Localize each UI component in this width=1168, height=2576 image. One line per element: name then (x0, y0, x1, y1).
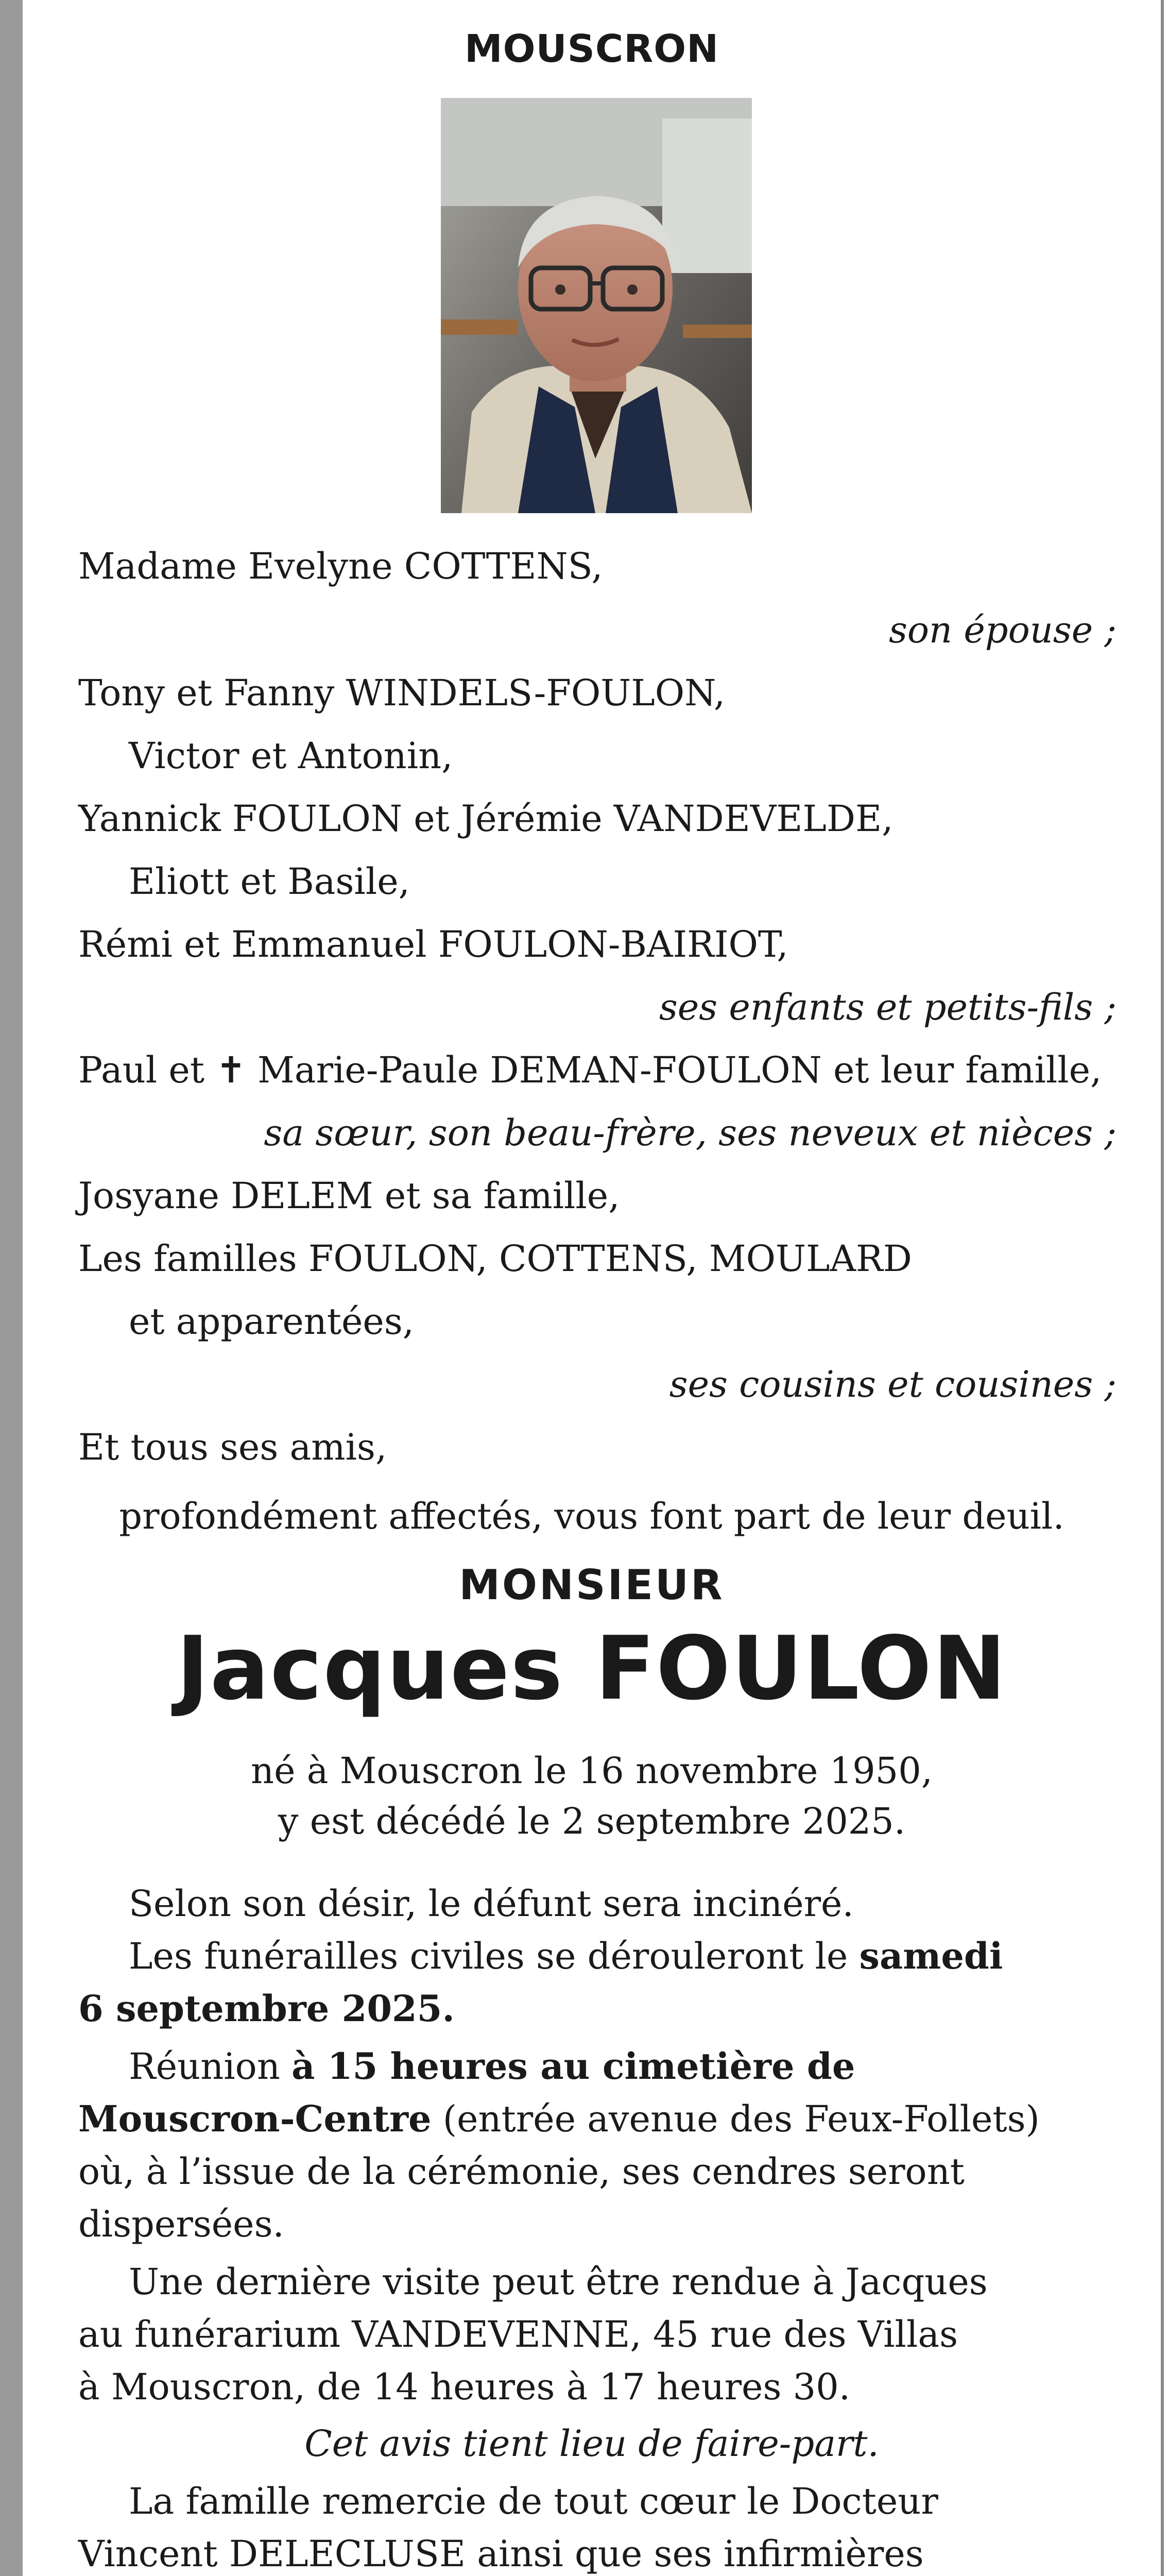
family-line-6: Eliott et Basile, (129, 860, 410, 903)
family-role-cousins: ses cousins et cousines ; (669, 1363, 1117, 1405)
birth-info: né à Mouscron le 16 novembre 1950, (250, 1750, 933, 1792)
cross-icon: ✝ (216, 1049, 246, 1091)
detail-funeral-text: Les funérailles civiles se dérouleront le (129, 1935, 860, 1977)
detail-ashes-end: dispersées. (78, 2203, 284, 2245)
death-info: y est décédé le 2 septembre 2025. (278, 1800, 906, 1842)
detail-funeral-date: 6 septembre 2025. (78, 1987, 455, 2030)
detail-cemetery-entrance: (entrée avenue des Feux-Follets) (431, 2098, 1040, 2140)
detail-cemetery-name: Mouscron-Centre (78, 2097, 432, 2140)
portrait-photo (441, 98, 752, 513)
detail-funeral-day: samedi (859, 1935, 1003, 1977)
family-line-9 (78, 1049, 1102, 1091)
mourning-statement: profondément affectés, vous font part de leur deuil. (119, 1495, 1064, 1537)
detail-visit-line-1: Une dernière visite peut être rendue à Jacques (129, 2261, 988, 2303)
deceased-title: MONSIEUR (459, 1561, 725, 1609)
family-line-4: Victor et Antonin, (129, 735, 453, 777)
family-line-7: Rémi et Emmanuel FOULON-BAIRIOT, (78, 923, 788, 965)
detail-meeting-text: Réunion (129, 2045, 292, 2088)
family-line-15: Et tous ses amis, (78, 1426, 387, 1468)
detail-meeting-time: à 15 heures au cimetière de (291, 2045, 855, 2088)
detail-funeral-line (129, 1935, 1003, 1977)
family-line-3: Tony et Fanny WINDELS-FOULON, (78, 672, 726, 714)
family-role-children: ses enfants et petits-fils ; (659, 986, 1117, 1028)
family-line-13: et apparentées, (129, 1300, 415, 1343)
thanks-line-2: Vincent DELECLUSE ainsi que ses infirmières (78, 2533, 924, 2575)
detail-ashes-line: où, à l’issue de la cérémonie, ses cendres seront (78, 2150, 965, 2193)
family-line-1: Madame Evelyne COTTENS, (78, 545, 603, 587)
notice-faire-part: Cet avis tient lieu de faire-part. (304, 2422, 879, 2465)
family-line-9-end: Marie-Paule DEMAN-FOULON et leur famille, (257, 1049, 1102, 1091)
detail-meeting-line (129, 2045, 855, 2088)
left-margin-bar (0, 0, 23, 2576)
detail-cemetery-line (78, 2097, 1040, 2140)
family-role-spouse: son épouse ; (888, 609, 1117, 651)
deceased-name: Jacques FOULON (176, 1618, 1007, 1720)
detail-visit-line-3: à Mouscron, de 14 heures à 17 heures 30. (78, 2366, 850, 2408)
family-role-sister: sa sœur, son beau-frère, ses neveux et nièces ; (264, 1112, 1117, 1154)
family-line-9-start: Paul et (78, 1049, 204, 1091)
header-city: MOUSCRON (464, 27, 719, 71)
family-line-5: Yannick FOULON et Jérémie VANDEVELDE, (78, 798, 894, 840)
detail-visit-line-2: au funérarium VANDEVENNE, 45 rue des Villas (78, 2313, 958, 2355)
thanks-line-1: La famille remercie de tout cœur le Docteur (129, 2480, 938, 2522)
family-line-11: Josyane DELEM et sa famille, (78, 1175, 620, 1217)
family-line-12: Les familles FOULON, COTTENS, MOULARD (78, 1238, 912, 1280)
detail-cremation: Selon son désir, le défunt sera incinéré. (129, 1883, 854, 1925)
right-border (1161, 0, 1164, 2576)
